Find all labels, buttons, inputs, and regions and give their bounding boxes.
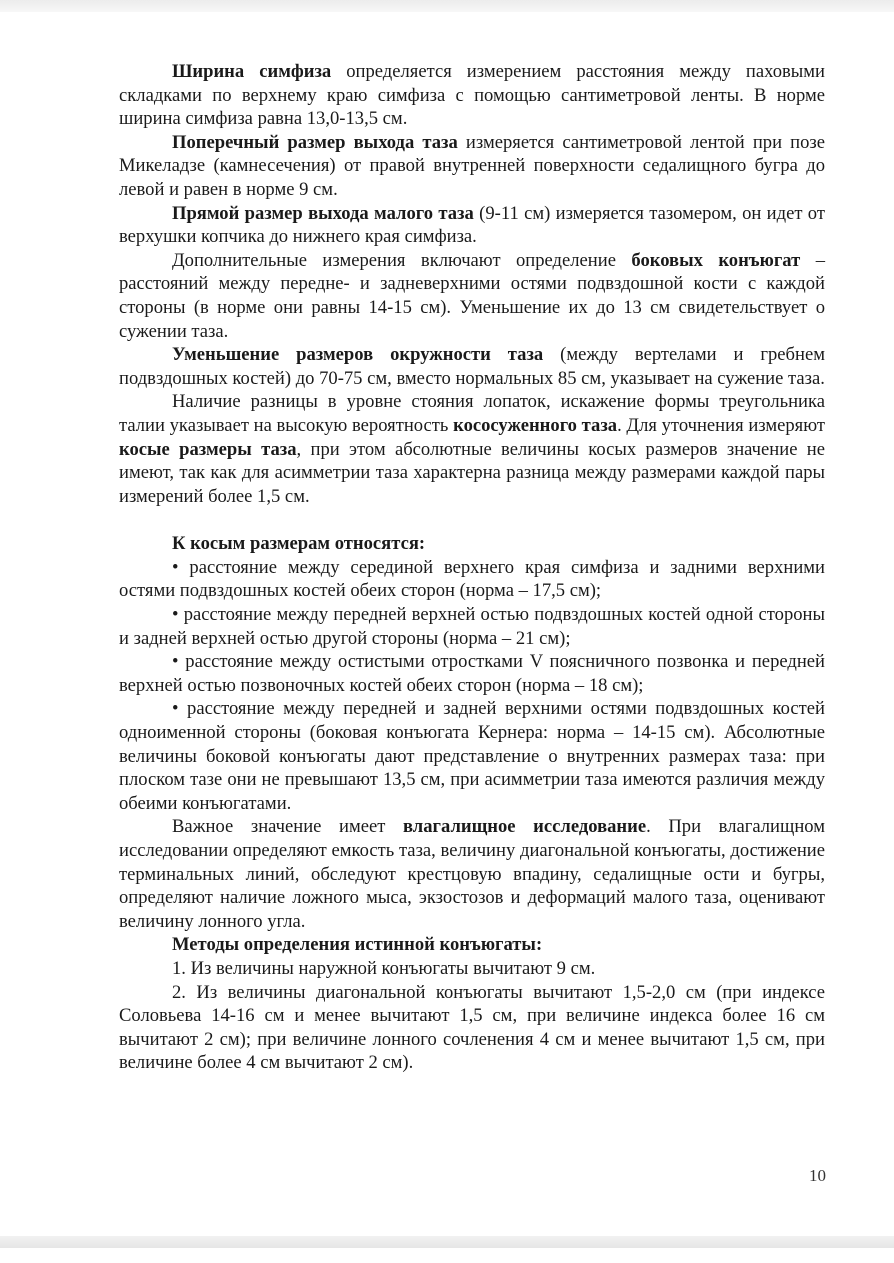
term-oblique-narrowed-pelvis: кососуженного таза	[453, 414, 618, 436]
page-number: 10	[809, 1166, 826, 1185]
term-vaginal-exam: влагалищное исследование	[403, 816, 647, 838]
oblique-item: • расстояние между передней верхней остью подвздошных костей одной стороны и задней верхней остью другой стороны (норма – 21 см);	[119, 603, 825, 650]
oblique-item: • расстояние между остистыми отростками V поясничного позвонка и передней верхней остью позвоночных костей обеих сторон (норма – 18 см);	[119, 650, 825, 697]
term-oblique-dimensions: косые размеры таза	[119, 438, 297, 460]
section-gap	[119, 508, 825, 532]
oblique-item: • расстояние между передней и задней верхними остями подвздошных костей одноименной стороны (боковая конъюгата Кернера: норма – 14-15 см). Абсолютные величины боковой конъюгаты дают представление о внутренних размерах таза: при плоском тазе они не превышают 13,5 см, при асимметрии таза имеются различия между обеими конъюгатами.	[119, 697, 825, 815]
paragraph-lateral-conjugates: Дополнительные измерения включают определение боковых конъюгат – расстояний между передне- и задневерхними остями подвздошной кости с каждой стороны (в норме они равны 14-15 см). Уменьшение их до 13 см свидетельствует о сужении таза.	[119, 249, 825, 342]
document-page	[119, 60, 825, 1075]
term-symphysis-width: Ширина симфиза	[172, 61, 332, 82]
term-pelvis-circumference: Уменьшение размеров окружности таза	[172, 344, 544, 366]
scan-top-edge	[0, 0, 894, 12]
oblique-item: • расстояние между серединой верхнего края симфиза и задними верхними остями подвздошных костей обеих сторон (норма – 17,5 см);	[119, 556, 825, 603]
method-item: 1. Из величины наружной конъюгаты вычитают 9 см.	[172, 957, 596, 979]
methods-heading: Методы определения истинной конъюгаты:	[172, 934, 543, 956]
paragraph-vaginal-exam: Важное значение имеет влагалищное исследование. При влагалищном исследовании определяют емкость таза, величину диагональной конъюгаты, достижение терминальных линий, обследуют крестцовую впадину, седалищные ости и бугры, определяют наличие ложного мыса, экзостозов и деформаций малого таза, оценивают величину лонного угла.	[119, 816, 825, 932]
term-transverse-outlet: Поперечный размер выхода таза	[172, 131, 458, 153]
paragraph-pelvis-circumference: Уменьшение размеров окружности таза (между вертелами и гребнем подвздошных костей) до 70-75 см, вместо нормальных 85 см, указывает на сужение таза.	[119, 344, 825, 389]
paragraph-transverse-outlet: Поперечный размер выхода таза измеряется сантиметровой лентой при позе Микеладзе (камнесечения) от правой внутренней поверхности седалищного бугра до левой и равен в норме 9 см.	[119, 131, 825, 200]
oblique-heading: К косым размерам относятся:	[172, 533, 426, 555]
scan-bottom-edge	[0, 1236, 894, 1248]
term-direct-outlet: Прямой размер выхода малого таза	[172, 202, 474, 224]
paragraph-direct-outlet: Прямой размер выхода малого таза (9-11 см) измеряется тазомером, он идет от верхушки копчика до нижнего края симфиза.	[119, 202, 825, 248]
paragraph-symphysis-width: Ширина симфиза определяется измерением расстояния между паховыми складками по верхнему краю симфиза с помощью сантиметровой ленты. В норме ширина симфиза равна 13,0-13,5 см.	[119, 61, 826, 130]
term-lateral-conjugates: боковых конъюгат	[631, 249, 801, 271]
paragraph-oblique-pelvis: Наличие разницы в уровне стояния лопаток, искажение формы треугольника талии указывает на высокую вероятность кососуженного таза. Для уточнения измеряют косые размеры таза, при этом абсолютные величины косых размеров значение не имеют, так как для асимметрии таза характерна разница между размерами каждой пары измерений более 1,5 см.	[119, 391, 825, 507]
method-item: 2. Из величины диагональной конъюгаты вычитают 1,5-2,0 см (при индексе Соловьева 14-16 см и менее вычитают 1,5 см, при величине индекса более 16 см вычитают 2 см); при величине лонного сочленения 4 см и менее вычитают 1,5 см, при величине более 4 см вычитают 2 см).	[119, 981, 825, 1074]
